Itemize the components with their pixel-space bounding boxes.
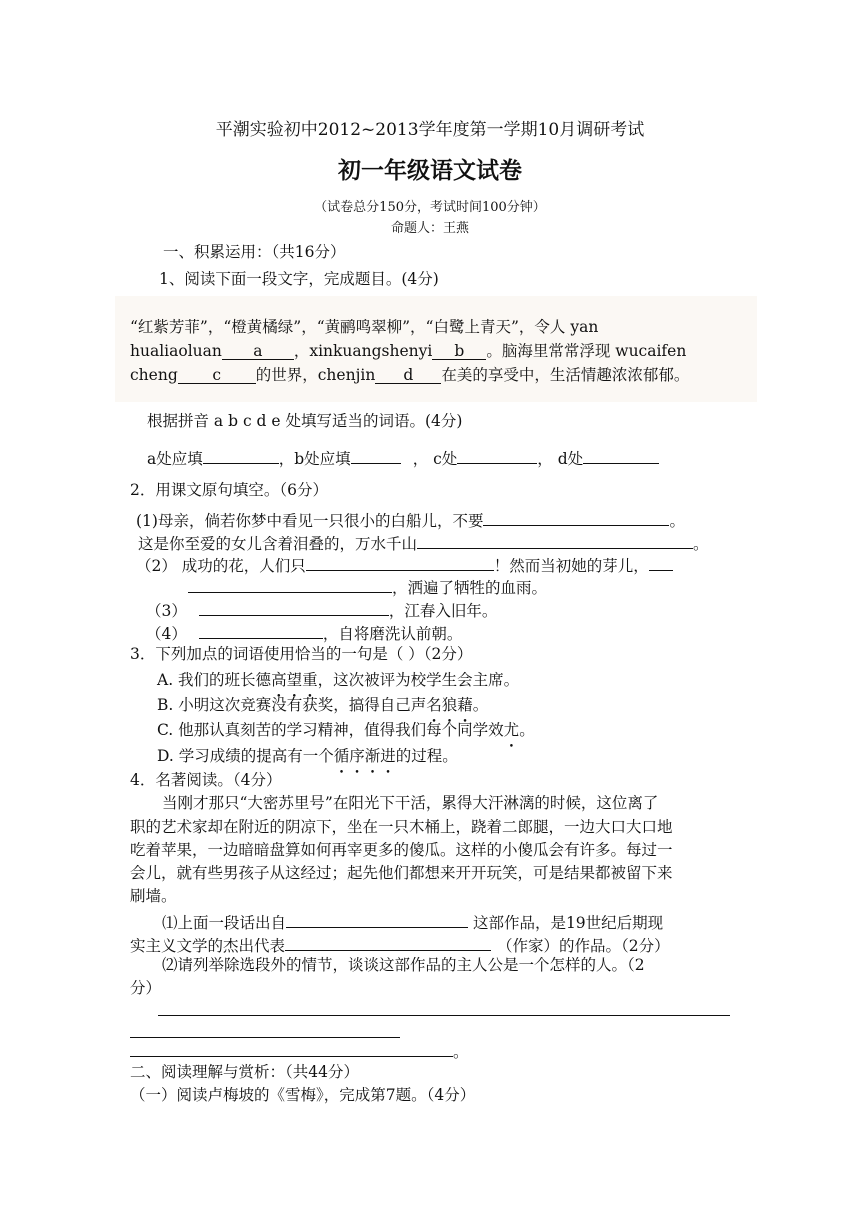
blank-b[interactable]: b	[432, 342, 486, 360]
q2-line-4	[188, 575, 547, 598]
passage-line-1: “红紫芳菲”，“橙黄橘绿”，“黄鹂鸣翠柳”，“白鹭上青天”，令人 yan	[130, 318, 599, 336]
q2-text: （2） 成功的花，人们只	[136, 557, 306, 575]
section-2-sub-1: （一）阅读卢梅坡的《雪梅》，完成第7题。（4分）	[130, 1086, 476, 1104]
dotted-phrase-b	[426, 696, 473, 714]
answer-c-field[interactable]	[457, 446, 537, 464]
choice-text: D. 学习成绩的提高有一个	[157, 747, 334, 765]
passage-text: 的世界，chenjin	[255, 366, 376, 384]
q2-text: 。	[693, 535, 709, 553]
passage-text: ，xinkuangshenyi	[293, 342, 433, 360]
passage-line-3	[130, 366, 689, 385]
q2-blank-3[interactable]	[306, 553, 494, 571]
emphasis-char: 循	[333, 747, 350, 765]
q4-sub-1-line-2	[130, 933, 670, 956]
emphasis-char: 高	[271, 671, 287, 689]
passage-text: 在美的享受中，生活情趣浓浓郁郁。	[441, 366, 690, 384]
q4-text: ⑴上面一段话出自	[162, 914, 287, 932]
choice-text: 。	[472, 696, 489, 714]
q4-text: 实主义文学的杰出代表	[130, 937, 286, 955]
answer-end-mark: 。	[453, 1043, 469, 1061]
question-1-fill-line	[147, 446, 659, 469]
blank-c[interactable]: c	[178, 366, 256, 384]
passage-text: 。脑海里常常浮现 wucaifen	[486, 342, 687, 360]
q2-blank-2[interactable]	[417, 531, 693, 549]
q4-sub-2-line-1: ⑵请列举除选段外的情节，谈谈这部作品的主人公是一个怎样的人。（2	[162, 956, 645, 974]
emphasis-char: 重	[302, 671, 318, 689]
q2-line-5	[146, 598, 497, 621]
question-1-prompt: 1、阅读下面一段文字，完成题目。(4分)	[159, 270, 439, 288]
dotted-phrase-c	[504, 721, 520, 739]
q2-text: （3）	[146, 602, 187, 620]
q4-text: 这部作品，是19世纪后期现	[468, 914, 664, 932]
blank-d[interactable]: d	[375, 366, 441, 384]
answer-line-3[interactable]	[130, 1056, 453, 1057]
q2-blank-6[interactable]	[199, 621, 323, 639]
answer-b-field[interactable]	[351, 446, 401, 464]
choice-c[interactable]	[157, 721, 535, 740]
blank-a[interactable]: a	[222, 342, 294, 360]
q2-text: ，自将磨洗认前朝。	[322, 625, 463, 643]
q2-blank-1[interactable]	[483, 508, 669, 526]
dotted-phrase-d	[334, 747, 396, 765]
emphasis-char: 狼	[441, 696, 458, 714]
answer-line-2[interactable]	[130, 1037, 400, 1038]
emphasis-char: 尤	[503, 721, 520, 739]
passage-line-2	[130, 342, 686, 361]
answer-line-1[interactable]	[158, 1015, 730, 1016]
q2-line-6	[146, 621, 462, 644]
excerpt-line-5: 刷墙。	[130, 887, 177, 905]
question-1-instruction: 根据拼音 a b c d e 处填写适当的词语。(4分)	[147, 412, 463, 430]
fill-label-d: ， d处	[537, 450, 584, 468]
q2-blank-4a[interactable]	[649, 553, 673, 571]
passage-text: cheng	[130, 366, 178, 384]
exam-note: （试卷总分150分，考试时间100分钟）	[314, 200, 546, 215]
question-2-prompt: 2．用课文原句填空。（6分）	[130, 481, 328, 499]
passage-text: hualiaoluan	[130, 342, 222, 360]
exam-author: 命题人：王燕	[390, 221, 469, 236]
emphasis-char: 序	[349, 747, 365, 765]
author-field[interactable]	[285, 933, 491, 951]
choice-text: 的过程。	[395, 747, 458, 765]
exam-header-line: 平潮实验初中2012~2013学年度第一学期10月调研考试	[215, 120, 645, 140]
emphasis-char: 进	[380, 747, 396, 765]
question-4-prompt: 4．名著阅读。（4分）	[130, 771, 282, 789]
excerpt-line-1: 当刚才那只“大密苏里号”在阳光下干活，累得大汗淋漓的时候，这位离了	[162, 794, 659, 812]
q4-text: （作家）的作品。（2分）	[497, 937, 670, 955]
q2-blank-5[interactable]	[199, 598, 389, 616]
work-title-field[interactable]	[286, 910, 468, 928]
section-2-heading: 二、阅读理解与赏析：（共44分）	[130, 1063, 359, 1081]
q2-text: （4）	[146, 625, 187, 643]
choice-a[interactable]	[157, 671, 519, 690]
choice-d[interactable]	[157, 747, 458, 766]
fill-label-c: ， c处	[412, 450, 458, 468]
fill-label-b: ，b处应填	[278, 450, 351, 468]
choice-text: B. 小明这次竞赛没有获奖，搞得自己声	[157, 696, 427, 714]
q2-text: (1)母亲，倘若你梦中看见一只很小的白船儿，不要	[136, 512, 484, 530]
q2-line-1	[136, 508, 685, 531]
q2-text: ，江春入旧年。	[388, 602, 498, 620]
q2-text: ，洒遍了牺牲的血雨。	[392, 579, 548, 597]
answer-a-field[interactable]	[203, 446, 279, 464]
fill-label-a: a处应填	[147, 450, 203, 468]
choice-text: A. 我们的班长德	[157, 671, 272, 689]
q2-text: 这是你至爱的女儿含着泪叠的，万水千山	[138, 535, 418, 553]
choice-b[interactable]	[157, 696, 488, 715]
excerpt-line-4: 会儿，就有些男孩子从这经过；起先他们都想来开开玩笑，可是结果都被留下来	[130, 864, 673, 882]
answer-d-field[interactable]	[583, 446, 659, 464]
excerpt-line-2: 职的艺术家却在附近的阴凉下，坐在一只木桶上，跷着二郎腿，一边大口大口地	[130, 818, 673, 836]
q2-text: 。	[669, 512, 685, 530]
q2-blank-4[interactable]	[188, 575, 392, 593]
emphasis-char: 望	[286, 671, 303, 689]
choice-text: ，这次被评为校学生会主席。	[317, 671, 520, 689]
dotted-phrase-a	[271, 671, 318, 689]
question-3-prompt: 3．下列加点的词语使用恰当的一句是（ ）（2分）	[130, 645, 473, 663]
excerpt-line-3: 吃着苹果，一边暗暗盘算如何再宰更多的傻瓜。这样的小傻瓜会有许多。每过一	[130, 841, 673, 859]
q4-sub-2-line-2: 分）	[130, 979, 162, 997]
q2-line-2	[138, 531, 709, 554]
emphasis-char: 渐	[364, 747, 381, 765]
emphasis-char: 藉	[457, 696, 473, 714]
q2-text: ！然而当初她的芽儿，	[493, 557, 649, 575]
q4-sub-1-line-1	[162, 910, 663, 933]
choice-text: C. 他那认真刻苦的学习精神，值得我们每个同学效	[157, 721, 504, 739]
emphasis-char: 名	[426, 696, 442, 714]
choice-text: 。	[519, 721, 535, 739]
q2-line-3	[136, 553, 673, 576]
section-1-heading: 一、积累运用：（共16分）	[163, 243, 346, 261]
page-title: 初一年级语文试卷	[338, 158, 522, 184]
